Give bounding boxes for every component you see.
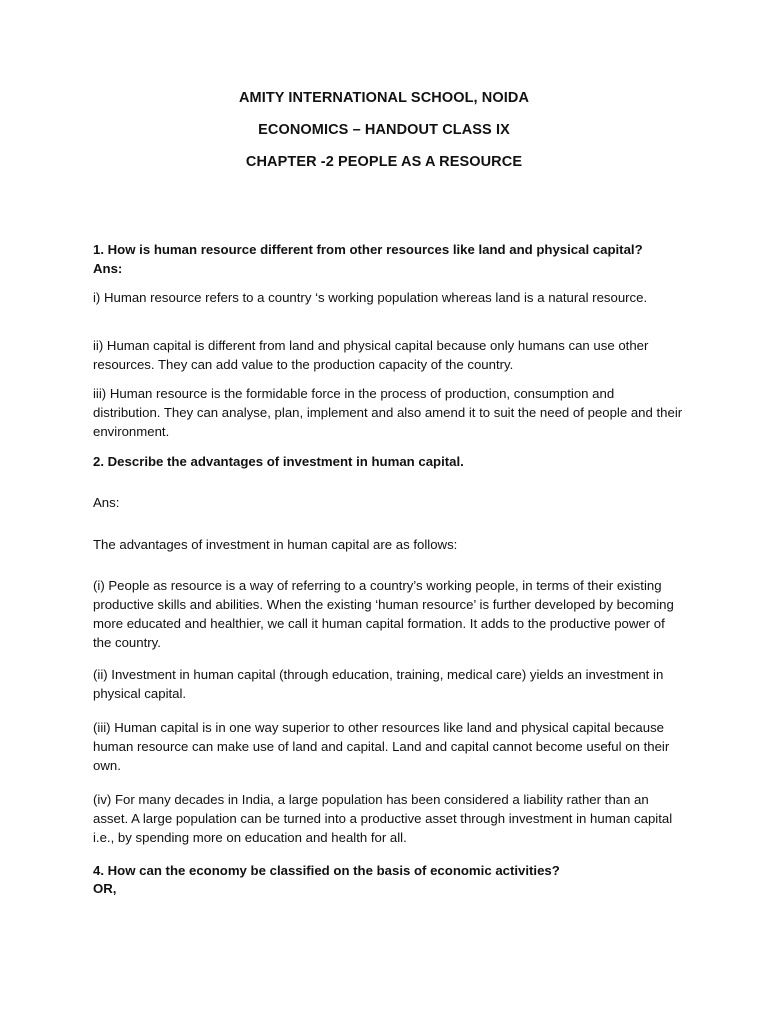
q1-point-2: ii) Human capital is different from land and physical capital because only humans can use other resources. They can add value to the production capacity of the country. (93, 338, 649, 372)
question-4: 4. How can the economy be classified on the basis of economic activities? (93, 863, 560, 878)
question-2-ans-label: Ans: (93, 495, 120, 510)
chapter-title: CHAPTER -2 PEOPLE AS A RESOURCE (245, 154, 523, 170)
q2-point-2: (ii) Investment in human capital (through education, training, medical care) yields an investment in physical capital. (93, 667, 664, 701)
school-title: AMITY INTERNATIONAL SCHOOL, NOIDA (238, 90, 530, 106)
q1-point-3: iii) Human resource is the formidable force in the process of production, consumption and distribution. They can analyse, plan, implement and also amend it to suit the need of people and their environment. (93, 386, 683, 439)
question-1-ans-label: Ans: (93, 261, 123, 276)
question-4-or-label: OR, (93, 881, 117, 896)
q2-intro: The advantages of investment in human capital are as follows: (93, 537, 458, 552)
question-1: 1. How is human resource different from other resources like land and physical capital? (93, 242, 643, 257)
question-2: 2. Describe the advantages of investment in human capital. (93, 454, 464, 469)
subject-title: ECONOMICS – HANDOUT CLASS IX (258, 122, 510, 138)
q2-point-3: (iii) Human capital is in one way superior to other resources like land and physical capital because human resource can make use of land and capital. Land and capital cannot become useful on their own. (93, 720, 670, 773)
q1-point-1: i) Human resource refers to a country ‘s working population whereas land is a natural resource. (93, 290, 648, 305)
q2-point-4: (iv) For many decades in India, a large population has been considered a liability rather than an asset. A large population can be turned into a productive asset through investment in human capital i.e., by spending more on education and health for all. (93, 792, 673, 845)
q2-point-1: (i) People as resource is a way of referring to a country’s working people, in terms of their existing productive skills and abilities. When the existing ‘human resource’ is further developed by becoming more educated and healthier, we call it human capital formation. It adds to the productive power of the country. (93, 578, 674, 650)
